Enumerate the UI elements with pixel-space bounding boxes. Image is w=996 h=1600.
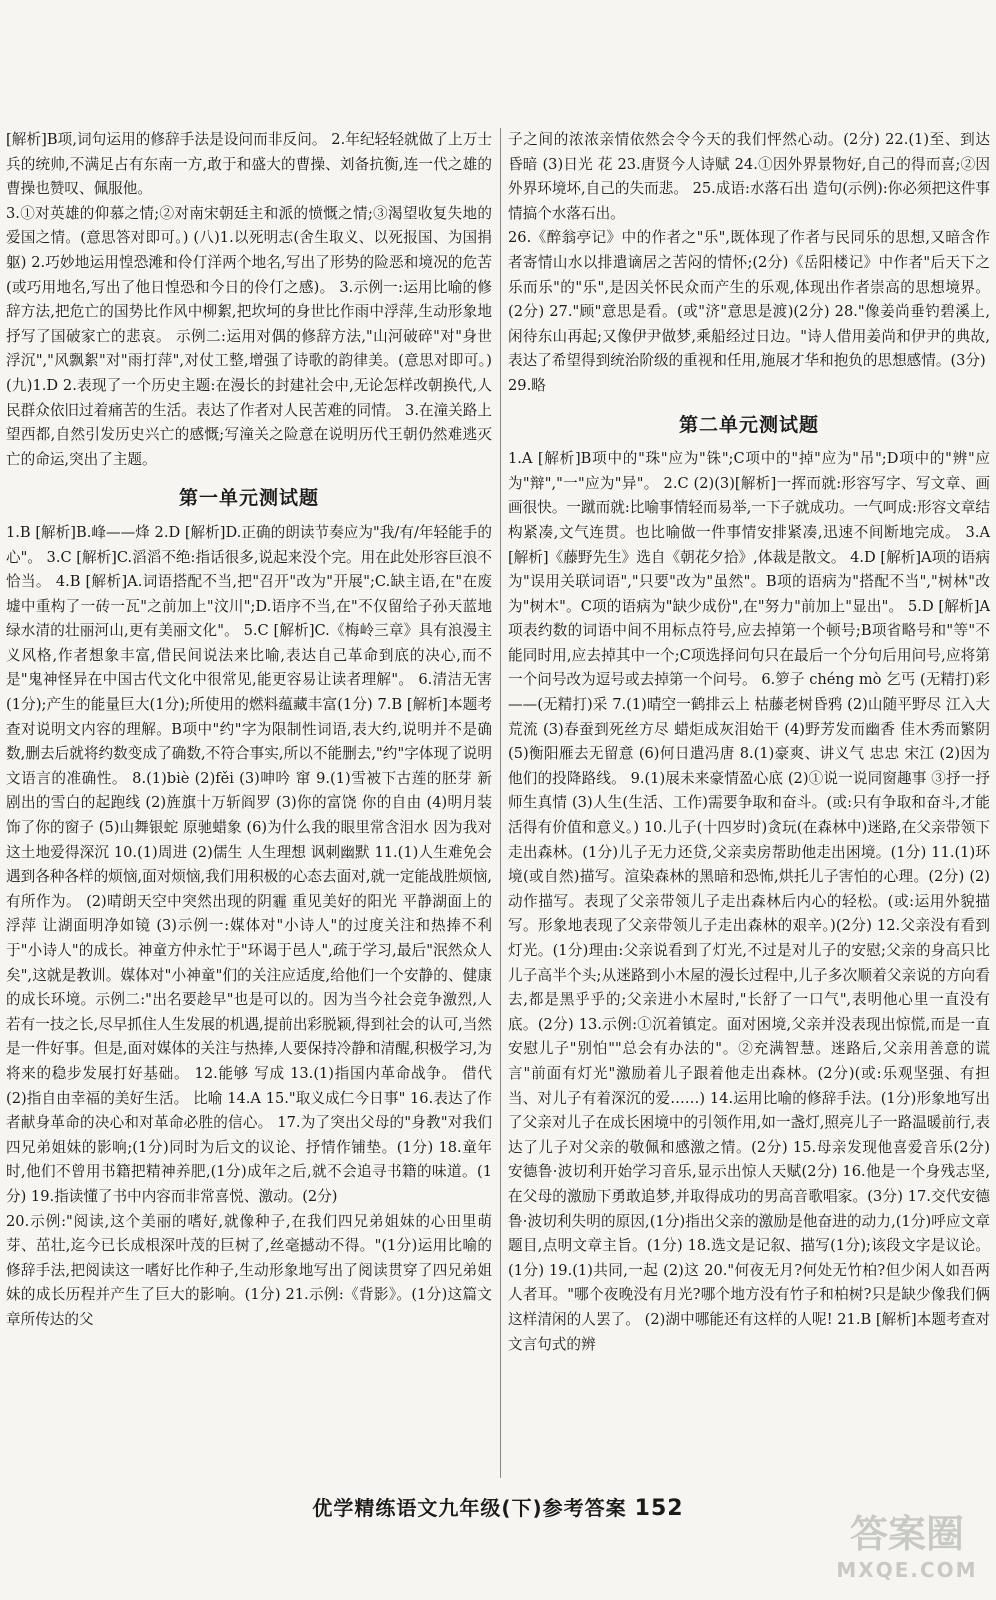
answer-paragraph: 29.略 [508,376,546,394]
section-heading-unit-two: 第二单元测试题 [678,413,819,436]
watermark-logo [832,1510,982,1594]
left-column [6,128,492,1333]
footer-title: 优学精练语文九年级(下)参考答案 [312,1496,627,1520]
right-column [508,128,990,1357]
answer-paragraph: 20.示例:"阅读,这个美丽的嗜好,就像种子,在我们四兄弟姐妹的心田里萌芽、茁壮,迄今已长成根深叶茂的巨树了,丝毫撼动不得。"(1分)运用比喻的修辞手法,把阅读这一嗜好比作种子,生动形象地写出了阅读贯穿了四兄弟姐妹的成长历程并产生了巨大的影响。(1分) 21.示例:《背影》。(1分)这篇文章所传达的父 [6,1212,492,1328]
answer-paragraph: [解析]B项,词句运用的修辞手法是设问而非反问。 2.年纪轻轻就做了上万士兵的统帅,不满足占有东南一方,敢于和盛大的曹操、刘备抗衡,连一代之雄的曹操也赞叹、佩服他。 [6,131,492,198]
page-number: 152 [634,1496,684,1521]
answer-paragraph: 1.A [解析]B项中的"珠"应为"铢";C项中的"掉"应为"吊";D项中的"辨"应为"辩","一"应为"异"。 2.C (2)(3)[解析]一挥而就:形容写字、写文章、画画很快。一蹴而就:比喻事情轻而易举,一下子就成功。一气呵成:形容文章结构紧凑,文气连贯。也比喻做一件事情安排紧凑,迅速不间断地完成。 3.A [解析]《藤野先生》选自《朝花夕拾》,体裁是散文。 4.D [解析]A项的语病为"误用关联词语","只要"改为"虽然"。B项的语病为"搭配不当","树林"改为"树木"。C项的语病为"缺少成份",在"努力"前加上"显出"。 5.D [解析]A项表约数的词语中间不用标点符号,应去掉第一个顿号;B项省略号和"等"不能同时用,应去掉其中一个;C项选择问句只在最后一个分句后用问号,应将第一个问号改为逗号或去掉第一个问号。 6.箩子 chéng mò 乞丐 (无精打)彩——(无精打)采 7.(1)晴空一鹤排云上 枯藤老树昏鸦 (2)山随平野尽 江入大荒流 (3)春蚕到死丝方尽 蜡炬成灰泪始干 (4)野芳发而幽香 佳木秀而繁阴 (5)衡阳雁去无留意 (6)何日遣冯唐 8.(1)豪爽、讲义气 忠忠 宋江 (2)因为他们的投降路线。 9.(1)展未来豪情盈心底 (2)①说一说同窗趣事 ③抒一抒师生真情 (3)人生(生活、工作)需要争取和奋斗。(或:只有争取和奋斗,才能活得有价值和意义。) 10.儿子(十四岁时)贪玩(在森林中)迷路,在父亲带领下走出森林。(1分)儿子无力还贷,父亲卖房帮助他走出困境。(1分) 11.(1)环境(或自然)描写。渲染森林的黑暗和恐怖,烘托儿子害怕的心理。(2分) (2)动作描写。表现了父亲带领儿子走出森林后内心的轻松。(或:运用外貌描写。形象地表现了父亲带领儿子走出森林的艰辛。)(2分) 12.父亲没有看到灯光。(1分)理由:父亲说看到了灯光,不过是对儿子的安慰;父亲的身高只比儿子高半个头;从迷路到小木屋的漫长过程中,儿子多次顺着父亲说的方向看去,都是黑乎乎的;父亲进小木屋时,"长舒了一口气",表明他心里一直没有底。(2分) 13.示例:①沉着镇定。面对困境,父亲并没表现出惊慌,而是一直安慰儿子"别怕""总会有办法的"。②充满智慧。迷路后,父亲用善意的谎言"前面有灯光"激励着儿子跟着他走出森林。(2分)(或:乐观坚强、有担当、对儿子有着深沉的爱……) 14.运用比喻的修辞手法。(1分)形象地写出了父亲对儿子在成长困境中的引领作用,如一盏灯,照亮儿子一路温暖前行,表达了儿子对父亲的敬佩和感激之情。(2分) 15.母亲发现他喜爱音乐(2分) 安德鲁·波切利开始学习音乐,显示出惊人天赋(2分) 16.他是一个身残志坚,在父母的激励下勇敢追梦,并取得成功的男高音歌唱家。(3分) 17.交代安德鲁·波切利失明的原因,(1分)指出父亲的激励是他奋进的动力,(1分)呼应文章题目,点明文章主旨。(1分) 18.选文是记叙、描写(1分);该段文字是议论。(1分) 19.(1)共同,一起 (2)这 20."何夜无月?何处无竹柏?但少闲人如吾两人者耳。"哪个夜晚没有月光?哪个地方没有竹子和柏树?只是缺少像我们俩这样清闲的人罢了。 (2)湖中哪能还有这样的人呢! 21.B [解析]本题考查对文言句式的辨 [508,450,990,1353]
column-divider [500,128,501,1478]
answer-paragraph: 3.①对英雄的仰慕之情;②对南宋朝廷主和派的愤慨之情;③渴望收复失地的爱国之情。(意思答对即可。) (八)1.以死明志(舍生取义、以死报国、为国捐躯) 2.巧妙地运用惶恐滩和伶仃洋两个地名,写出了形势的险恶和境况的危苦(或巧用地名,写出了他日惶恐和今日的伶仃之感)。 3.示例一:运用比喻的修辞方法,把危亡的国势比作风中柳絮,把坎坷的身世比作雨中浮萍,生动形象地抒写了国破家亡的悲哀。 示例二:运用对偶的修辞方法,"山河破碎"对"身世浮沉","风飘絮"对"雨打萍",对仗工整,增强了诗歌的韵律美。(意思对即可。) (九)1.D 2.表现了一个历史主题:在漫长的封建社会中,无论怎样改朝换代,人民群众依旧过着痛苦的生活。表达了作者对人民苦难的同情。 3.在潼关路上望西都,自然引发历史兴亡的感慨;写潼关之险意在说明历代王朝仍然难逃灭亡的命运,突出了主题。 [6,204,492,468]
answer-paragraph: 26.《醉翁亭记》中的作者之"乐",既体现了作者与民同乐的思想,又暗含作者寄情山水以排遣谪居之苦闷的情怀;(2分)《岳阳楼记》中作者"后天下之乐而乐"的"乐",是因关怀民众而产生的乐观,体现出作者崇高的思想境界。(2分) 27."顾"意思是看。(或"济"意思是渡)(2分) 28."像姜尚垂钓碧溪上,闲待东山再起;又像伊尹做梦,乘船经过日边。"诗人借用姜尚和伊尹的典故,表达了希望得到统治阶级的重视和任用,施展才华和抱负的思想感情。(3分) [508,229,990,370]
watermark-bottom-text: MXQE.COM [836,1558,978,1582]
answer-paragraph: 子之间的浓浓亲情依然会令今天的我们怦然心动。(2分) 22.(1)至、到达 昏暗 (3)日光 花 23.唐贤今人诗赋 24.①因外界景物好,自己的得而喜;②因外界环境坏,自己的失而悲。 25.成语:水落石出 造句(示例):你必须把这件事情搞个水落石出。 [508,131,990,222]
answer-paragraph: 1.B [解析]B.峰——烽 2.D [解析]D.正确的朗读节奏应为"我/有/年轻能手的心"。 3.C [解析]C.滔滔不绝:指话很多,说起来没个完。用在此处形容巨浪不恰当。 4.B [解析]A.词语搭配不当,把"召开"改为"开展";C.缺主语,在"在废墟中重构了一砖一瓦"之前加上"汶川";D.语序不当,在"不仅留给子孙天蓝地绿水清的壮丽河山,更有美丽文化"。 5.C [解析]C.《梅岭三章》具有浪漫主义风格,作者想象丰富,借民间说法来比喻,表达自己革命到底的决心,而不是"鬼神怪异在中国古代文化中很常见,能更容易让读者理解"。 6.清洁无害(1分);产生的能量巨大(1分);所使用的燃料蕴藏丰富(1分) 7.B [解析]本题考查对说明文内容的理解。B项中"约"字为限制性词语,表大约,说明并不是确数,删去后就将约数变成了确数,不符合事实,所以不能删去,"约"字体现了说明文语言的准确性。 8.(1)biè (2)fěi (3)呻吟 窜 9.(1)雪被下古莲的胚芽 新剧出的雪白的起跑线 (2)旌旗十万斩阎罗 (3)你的富饶 你的自由 (4)明月装饰了你的窗子 (5)山舞银蛇 原驰蜡象 (6)为什么我的眼里常含泪水 因为我对这土地爱得深沉 10.(1)周进 (2)儒生 人生理想 讽刺幽默 11.(1)人生难免会遇到各种各样的烦恼,面对烦恼,我们用积极的心态去面对,就一定能战胜烦恼,有所作为。 (2)晴朗天空中突然出现的阴霾 重见美好的阳光 平静湖面上的浮萍 让湖面明净如镜 (3)示例一:媒体对"小诗人"的过度关注和热捧不利于"小诗人"的成长。神童方仲永忙于"环谒于邑人",疏于学习,最后"泯然众人矣",这就是教训。媒体对"小神童"们的关注应适度,给他们一个安静的、健康的成长环境。示例二:"出名要趁早"也是可以的。因为当今社会竞争激烈,人若有一技之长,尽早抓住人生发展的机遇,提前出彩脱颖,得到社会的认可,当然是一件好事。但是,面对媒体的关注与热捧,人要保持冷静和清醒,积极学习,为将来的稳步发展打好基础。 12.能够 写成 13.(1)指国内革命战争。 借代 (2)指自由幸福的美好生活。 比喻 14.A 15."取义成仁今日事" 16.表达了作者献身革命的决心和对革命必胜的信心。 17.为了突出父母的"身教"对我们四兄弟姐妹的影响;(1分)同时为后文的议论、抒情作铺垫。(1分) 18.童年时,他们不曾用书籍把精神养肥,(1分)成年之后,就不会追寻书籍的味道。(1分) 19.指读懂了书中内容而非常喜悦、激动。(2分) [6,523,492,1205]
watermark-top-text: 答案圈 [849,1512,964,1556]
section-heading-unit-one: 第一单元测试题 [178,487,319,510]
